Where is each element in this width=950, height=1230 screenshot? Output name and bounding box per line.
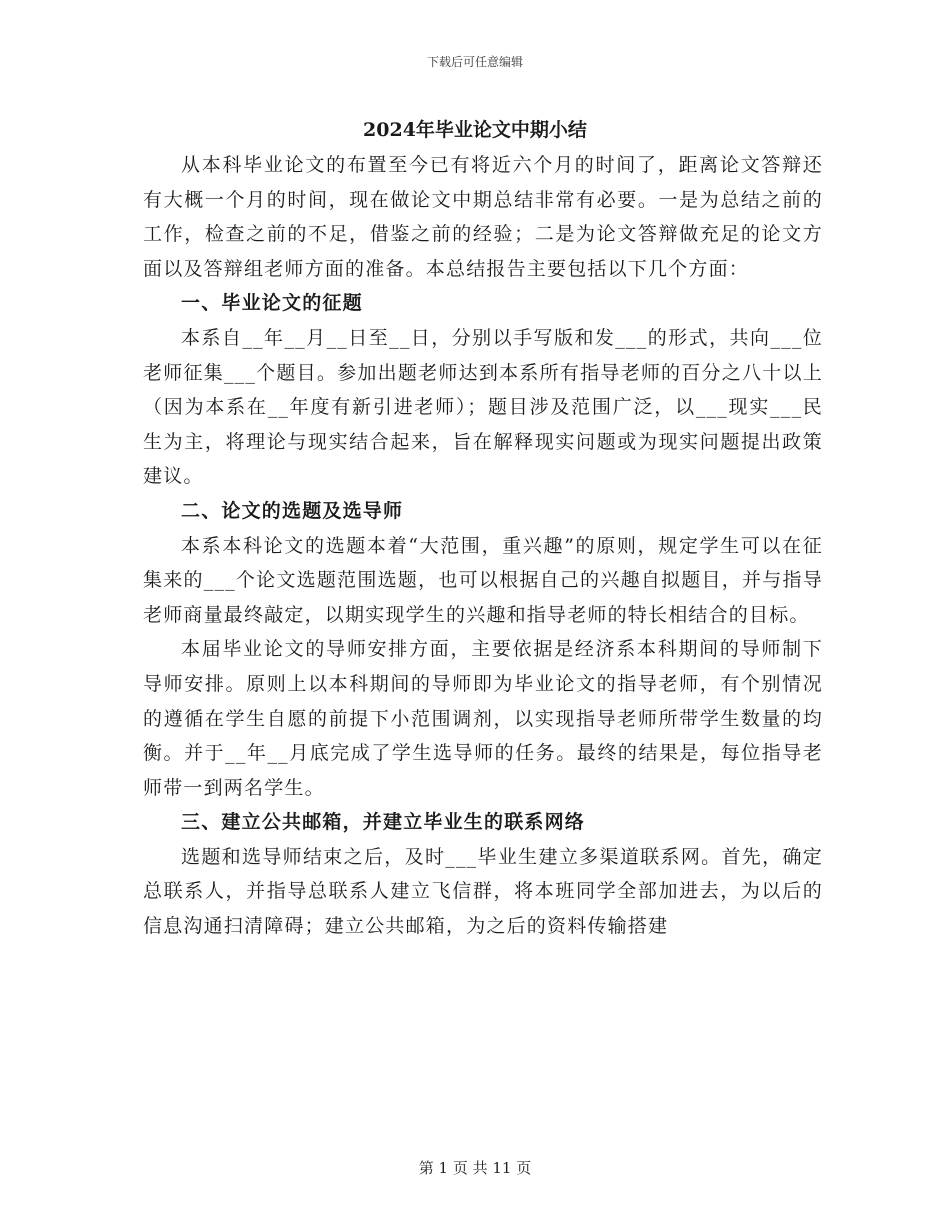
document-title: 2024年毕业论文中期小结: [363, 119, 587, 141]
document-body: [143, 148, 823, 944]
intro-paragraph: 从本科毕业论文的布置至今已有将近六个月的时间了，距离论文答辩还有大概一个月的时间，现在做论文中期总结非常有必要。一是为总结之前的工作，检查之前的不足，借鉴之前的经验；二是为论文答辩做充足的论文方面以及答辩组老师方面的准备。本总结报告主要包括以下几个方面：: [143, 154, 823, 280]
section-heading-2: 二、论文的选题及选导师: [181, 499, 404, 522]
section-3-paragraph-1: 选题和选导师结束之后，及时___毕业生建立多渠道联系网。首先，确定总联系人，并指导总联系人建立飞信群，将本班同学全部加进去，为以后的信息沟通扫清障碍；建立公共邮箱，为之后的资料传输搭建: [143, 845, 823, 938]
section-1-paragraph-1: 本系自__年__月__日至__日，分别以手写版和发___的形式，共向___位老师征集___个题目。参加出题老师达到本系所有指导老师的百分之八十以上（因为本系在__年度有新引进老师）；题目涉及范围广泛，以___现实___民生为主，将理论与现实结合起来，旨在解释现实问题或为现实问题提出政策建议。: [143, 326, 823, 488]
header-note: 下载后可任意编辑: [426, 55, 523, 69]
section-2-paragraph-2: 本届毕业论文的导师安排方面，主要依据是经济系本科期间的导师制下导师安排。原则上以本科期间的导师即为毕业论文的指导老师，有个别情况的遵循在学生自愿的前提下小范围调剂，以实现指导老师所带学生数量的均衡。并于__年__月底完成了学生选导师的任务。最终的结果是，每位指导老师带一到两名学生。: [143, 638, 823, 799]
page-footer: 第 1 页 共 11 页: [418, 1159, 532, 1177]
section-heading-3: 三、建立公共邮箱，并建立毕业生的联系网络: [181, 811, 586, 834]
section-2-paragraph-1: 本系本科论文的选题本着“大范围，重兴趣”的原则，规定学生可以在征集来的___个论文选题范围选题，也可以根据自己的兴趣自拟题目，并与指导老师商量最终敲定，以期实现学生的兴趣和指导老师的特长相结合的目标。: [143, 534, 823, 626]
section-heading-1: 一、毕业论文的征题: [181, 292, 363, 315]
